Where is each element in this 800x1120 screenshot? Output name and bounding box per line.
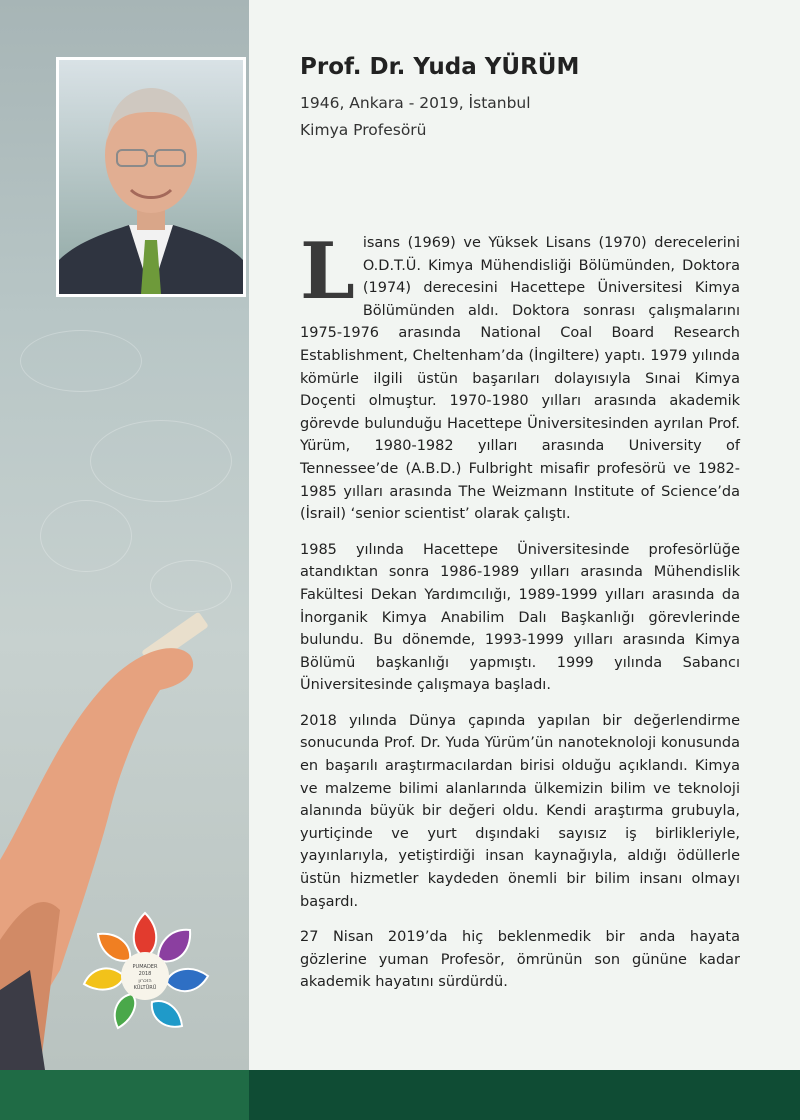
- logo-text-3: הזכרון: [138, 978, 152, 984]
- dropcap-letter: L: [300, 226, 355, 317]
- pumader-logo: [70, 898, 220, 1048]
- footer-bar-left: [0, 1070, 249, 1120]
- logo-text-4: KÜLTÜRÜ: [133, 985, 157, 991]
- chalk-scribble: [20, 330, 142, 392]
- person-name: Prof. Dr. Yuda YÜRÜM: [300, 54, 580, 80]
- profession: Kimya Profesörü: [300, 121, 427, 139]
- footer-bar-right: [249, 1070, 800, 1120]
- bio-paragraph-2: 1985 yılında Hacettepe Üniversitesinde profesörlüğe atandıktan sonra 1986-1989 yılları arasında Mühendislik Fakültesi Dekan Yardımcılığı, 1989-1999 yılları arasında da İnorganik Kimya Anabilim Dalı Başkanlığı görevlerinde bulundu. Bu dönemde, 1993-1999 yılları arasında Kimya Bölümü başkanlığı yapmıştı. 1999 yılında Sabancı Üniversitesinde çalışmaya başladı.: [300, 541, 740, 694]
- bio-paragraph-4: 27 Nisan 2019’da hiç beklenmedik bir anda hayata gözlerine yuman Profesör, ömrünün son gününe kadar akademik hayatını sürdürdü.: [300, 929, 740, 991]
- biography-text: [300, 226, 740, 1007]
- logo-text-2: 2018: [138, 971, 152, 977]
- chalk-scribble: [90, 420, 232, 502]
- chalk-scribble: [40, 500, 132, 572]
- portrait-photo: [56, 57, 246, 297]
- bio-paragraph-1-text: isans (1969) ve Yüksek Lisans (1970) derecelerini O.D.T.Ü. Kimya Mühendisliği Bölümünden, Doktora (1974) derecesini Hacettepe Üniversitesi Kimya Bölümünden aldı. Doktora sonrası çalışmalarını 1975-1976 arasında National Coal Board Research Establishment, Cheltenham’da (İngiltere) yaptı. 1979 yılında kömürle ilgili üstün başarıları dolayısıyla Sınai Kimya Doçenti olmuştur. 1970-1980 yılları arasında akademik görevde bulunduğu Hacettepe Üniversitesinden ayrılan Prof. Yürüm, 1980-1982 yılları arasında University of Tennessee’de (A.B.D.) Fulbright misafir profesörü ve 1982-1985 yılları arasında The Weizmann Institute of Science’da (İsrail) ‘senior scientist’ olarak çalıştı.: [300, 235, 740, 523]
- chalk-scribble: [150, 560, 232, 612]
- bio-paragraph-3: 2018 yılında Dünya çapında yapılan bir değerlendirme sonucunda Prof. Dr. Yuda Yürüm’ün nanoteknoloji konusunda en başarılı araştırmacılardan birisi olduğu açıklandı. Kimya ve malzeme bilimi alanlarında ülkemizin bilim ve teknoloji alanında büyük bir değeri oldu. Kendi araştırma grubuyla, yurtiçinde ve yurt dışındaki sayısız iş birlikleriyle, yayınlarıyla, yetiştirdiği insan kaynağıyla, aldığı ödüllerle üstün hizmetler kaydeden önemli bir bilim insanı olmayı başardı.: [300, 712, 740, 910]
- life-dates: 1946, Ankara - 2019, İstanbul: [300, 94, 531, 112]
- bio-paragraph-1: [300, 226, 740, 526]
- logo-text-1: PUMADER: [132, 964, 158, 970]
